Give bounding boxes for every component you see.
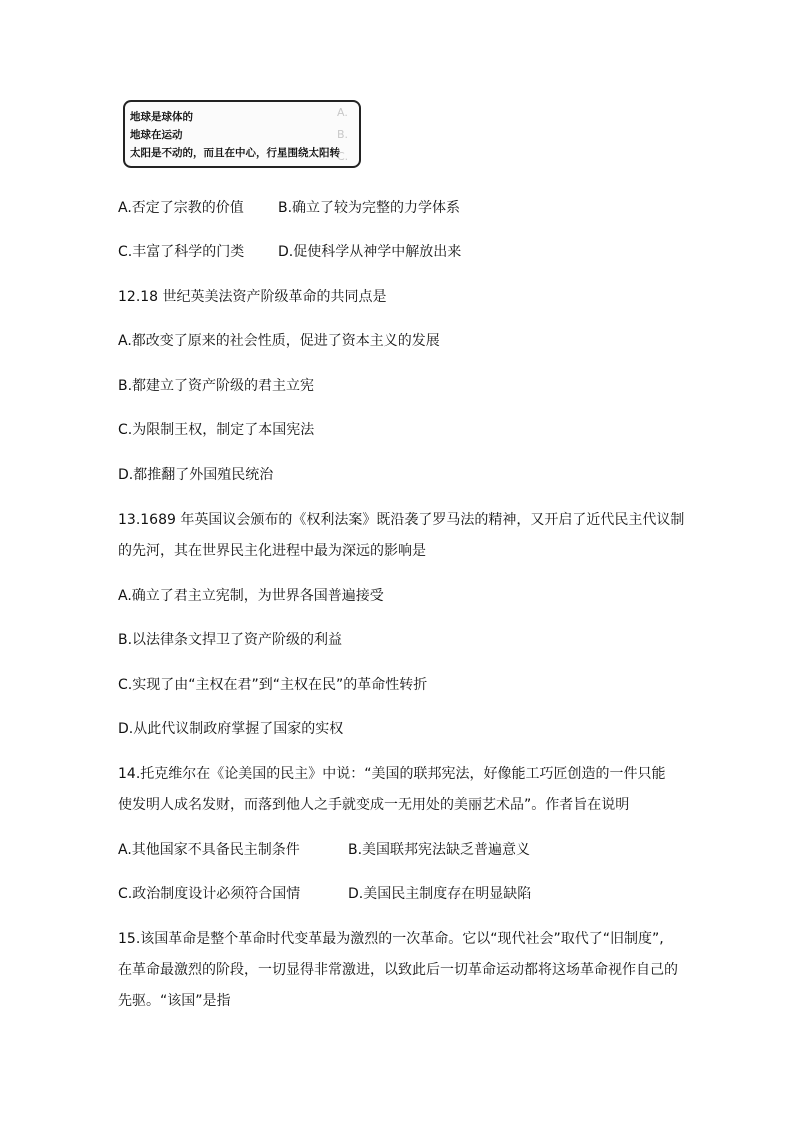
figure-faint-mark: A. bbox=[337, 106, 348, 119]
figure-line: 太阳是不动的，而且在中心，行星围绕太阳转 bbox=[130, 147, 340, 159]
figure-faint-mark: B. bbox=[337, 128, 349, 141]
q11-option-b: B.确立了较为完整的力学体系 bbox=[278, 200, 461, 216]
q11-option-d: D.促使科学从神学中解放出来 bbox=[278, 244, 462, 260]
q13-stem-line: 13.1689 年英国议会颁布的《权利法案》既沿袭了罗马法的精神，又开启了近代民主代议制 bbox=[118, 512, 685, 528]
figure-line: 地球在运动 bbox=[130, 129, 183, 141]
q13-stem-line: 的先河，其在世界民主化进程中最为深远的影响是 bbox=[118, 543, 426, 559]
q14-option-b: B.美国联邦宪法缺乏普遍意义 bbox=[348, 842, 531, 858]
q15-stem-line: 15.该国革命是整个革命时代变革最为激烈的一次革命。它以“现代社会”取代了“旧制度”, bbox=[118, 931, 664, 947]
q14-option-a: A.其他国家不具备民主制条件 bbox=[118, 842, 300, 858]
q12-option-b: B.都建立了资产阶级的君主立宪 bbox=[118, 378, 315, 394]
q12-option-c: C.为限制王权，制定了本国宪法 bbox=[118, 422, 315, 438]
q14-stem-line: 14.托克维尔在《论美国的民主》中说：“美国的联邦宪法，好像能工巧匠创造的一件只能 bbox=[118, 766, 666, 782]
q13-option-c: C.实现了由“主权在君”到“主权在民”的革命性转折 bbox=[118, 677, 428, 693]
q12-stem: 12.18 世纪英美法资产阶级革命的共同点是 bbox=[118, 289, 387, 305]
q14-option-d: D.美国民主制度存在明显缺陷 bbox=[348, 886, 532, 902]
q13-option-d: D.从此代议制政府掌握了国家的实权 bbox=[118, 721, 344, 737]
q13-option-a: A.确立了君主立宪制，为世界各国普遍接受 bbox=[118, 588, 384, 604]
figure-line: 地球是球体的 bbox=[130, 111, 193, 123]
figure-faint-mark: C. bbox=[337, 150, 349, 163]
q15-stem-line: 在革命最激烈的阶段，一切显得非常激进，以致此后一切革命运动都将这场革命视作自己的 bbox=[118, 962, 678, 978]
q12-option-a: A.都改变了原来的社会性质，促进了资本主义的发展 bbox=[118, 333, 440, 349]
q13-option-b: B.以法律条文捍卫了资产阶级的利益 bbox=[118, 632, 343, 648]
q11-option-c: C.丰富了科学的门类 bbox=[118, 244, 245, 260]
q11-option-a: A.否定了宗教的价值 bbox=[118, 200, 244, 216]
q14-stem-line: 使发明人成名发财，而落到他人之手就变成一无用处的美丽艺术品”。作者旨在说明 bbox=[118, 797, 630, 813]
q14-option-c: C.政治制度设计必须符合国情 bbox=[118, 886, 301, 902]
q15-stem-line: 先驱。“该国”是指 bbox=[118, 993, 231, 1009]
figure-box bbox=[123, 100, 361, 168]
q12-option-d: D.都推翻了外国殖民统治 bbox=[118, 467, 274, 483]
